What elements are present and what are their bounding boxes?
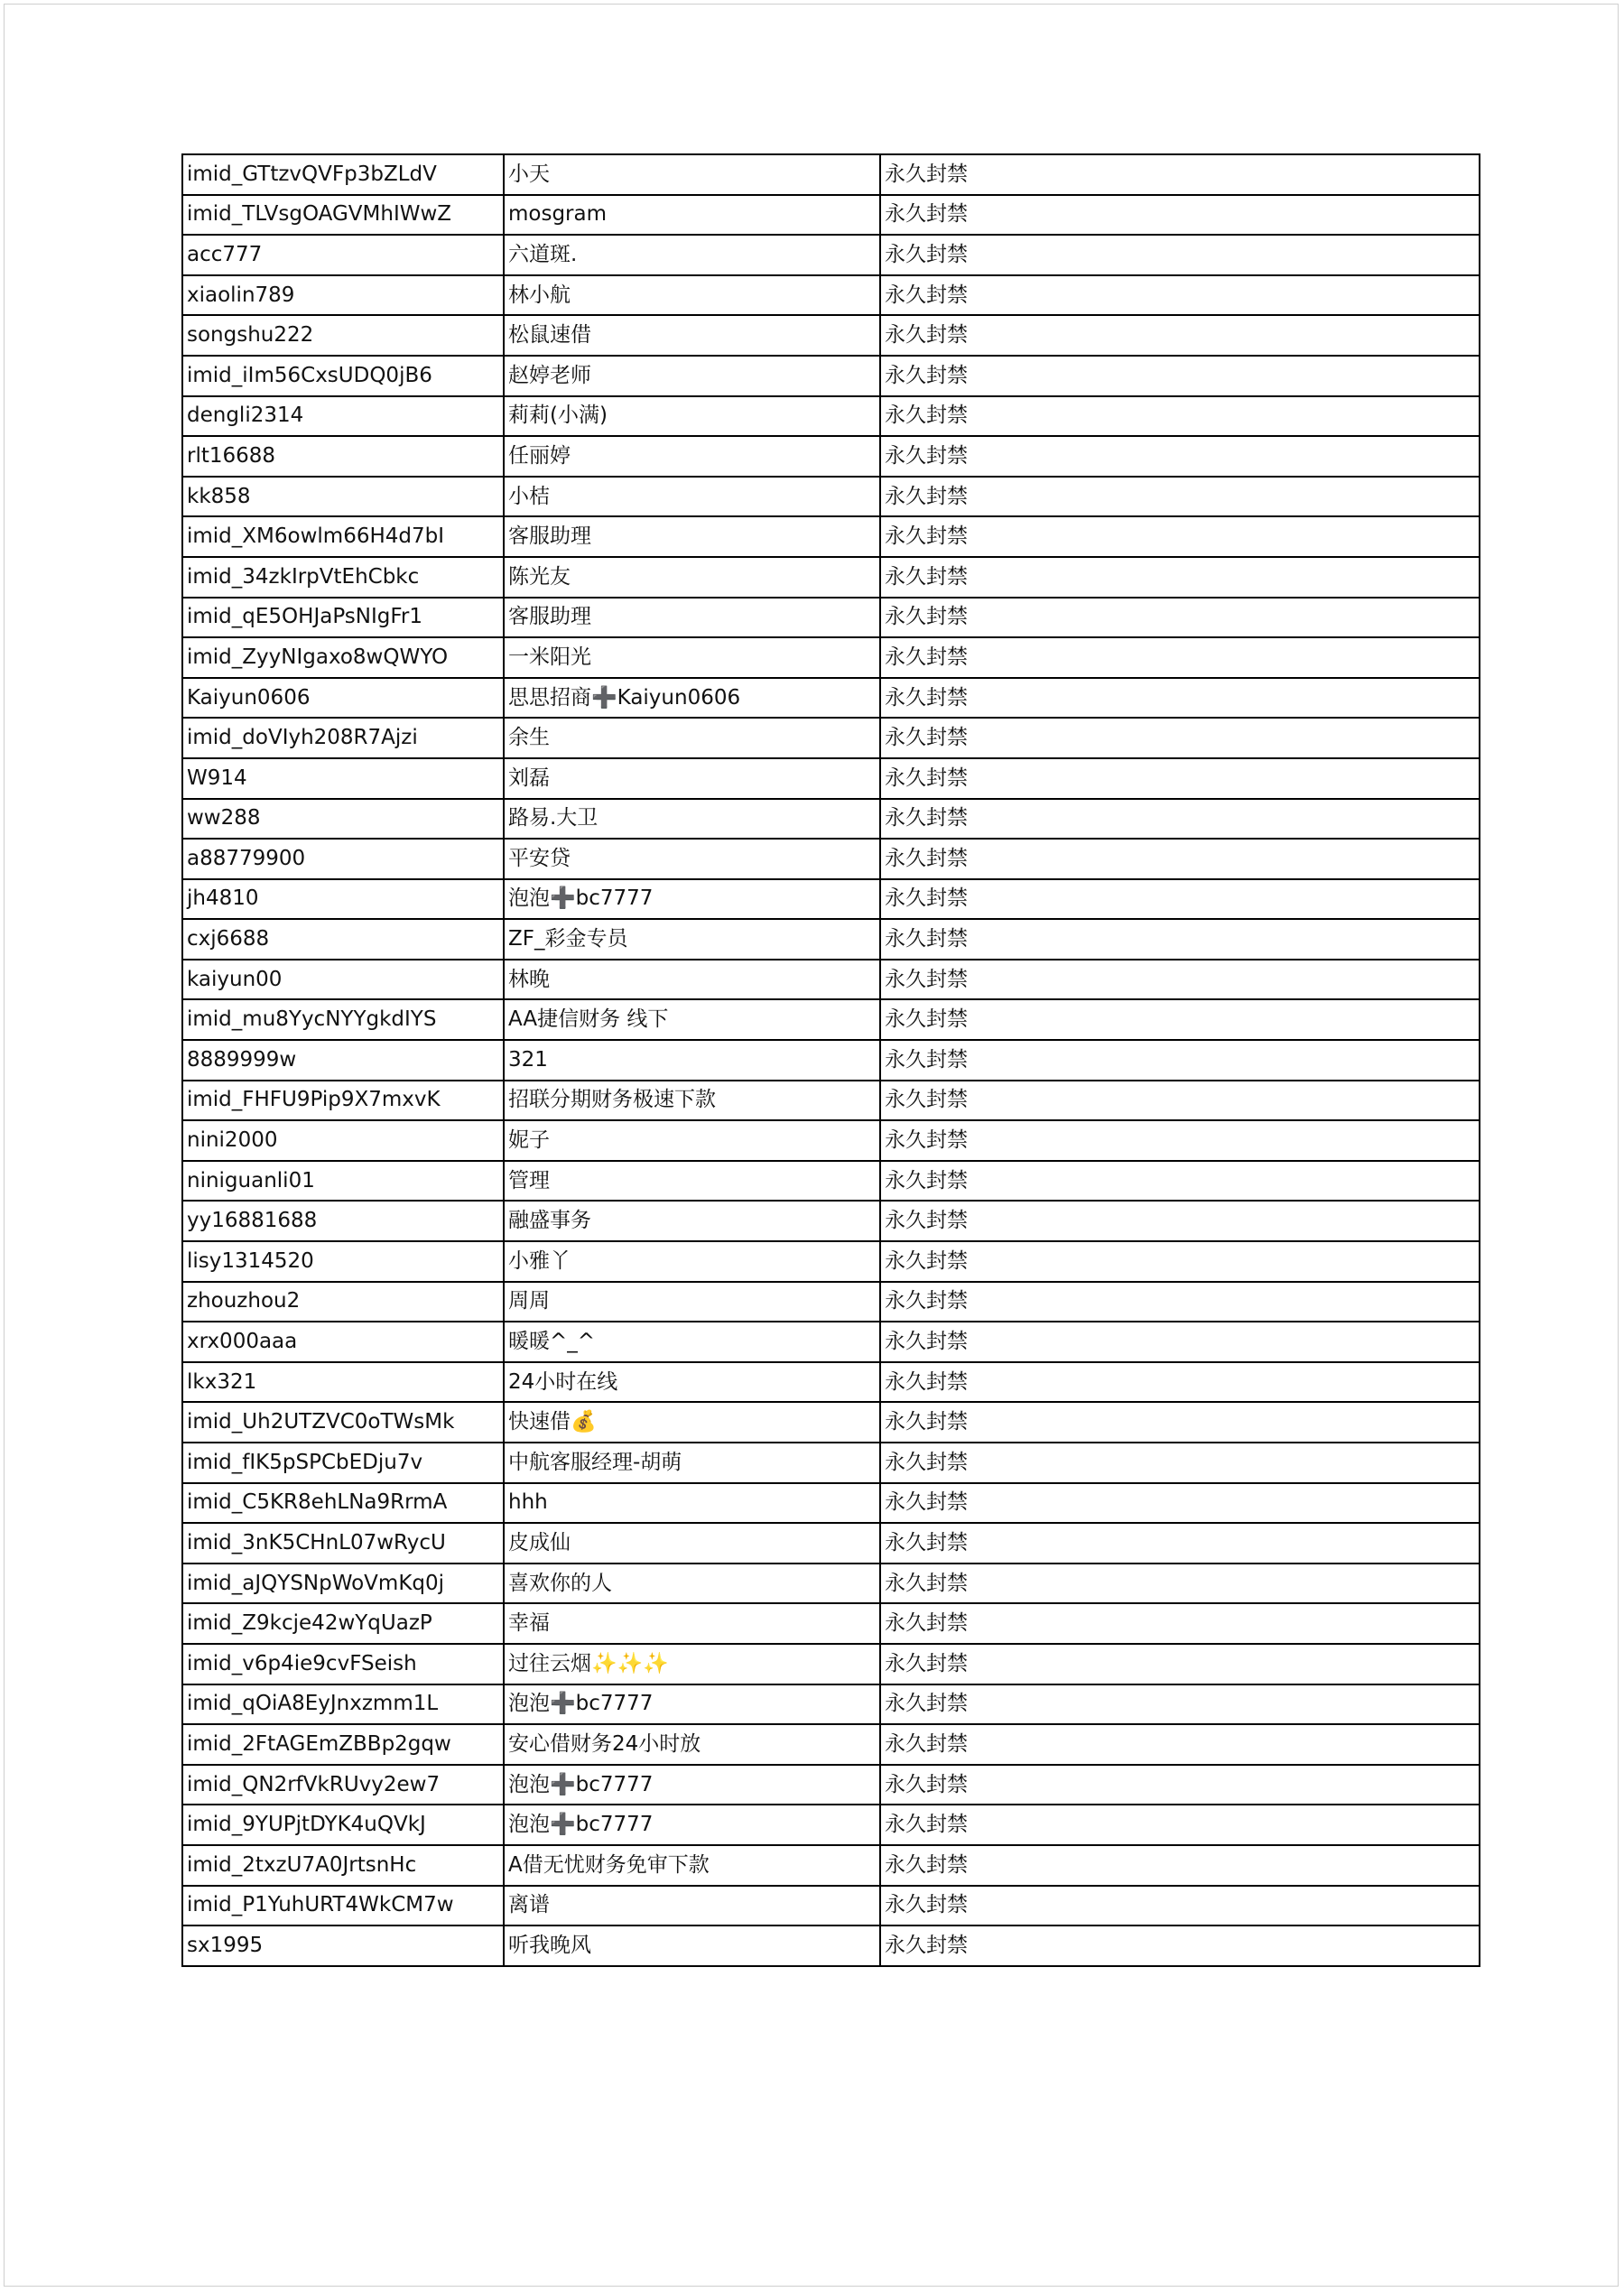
nickname-cell: 赵婷老师: [504, 356, 880, 396]
table-row: [182, 396, 1480, 437]
nickname-cell: 听我晚风: [504, 1925, 880, 1966]
ban-status-cell: 永久封禁: [880, 1081, 1480, 1121]
nickname-cell: 过往云烟✨✨✨: [504, 1644, 880, 1684]
nickname-cell: 一米阳光: [504, 637, 880, 678]
nickname-cell: 松鼠速借: [504, 315, 880, 356]
account-id-cell: imid_qOiA8EyJnxzmm1L: [182, 1684, 504, 1725]
ban-status-cell: 永久封禁: [880, 839, 1480, 879]
account-id-cell: imid_XM6owlm66H4d7bI: [182, 516, 504, 557]
account-id-cell: jh4810: [182, 879, 504, 920]
ban-status-cell: 永久封禁: [880, 154, 1480, 195]
nickname-cell: 刘磊: [504, 758, 880, 799]
nickname-cell: 管理: [504, 1161, 880, 1202]
nickname-cell: 小天: [504, 154, 880, 195]
ban-status-cell: 永久封禁: [880, 356, 1480, 396]
account-id-cell: nini2000: [182, 1120, 504, 1161]
nickname-cell: 泡泡➕bc7777: [504, 879, 880, 920]
account-id-cell: yy16881688: [182, 1201, 504, 1241]
nickname-cell: 思思招商➕Kaiyun0606: [504, 678, 880, 719]
ban-status-cell: 永久封禁: [880, 799, 1480, 840]
nickname-cell: 321: [504, 1040, 880, 1081]
ban-status-cell: 永久封禁: [880, 1724, 1480, 1765]
account-id-cell: xrx000aaa: [182, 1322, 504, 1362]
nickname-cell: 幸福: [504, 1603, 880, 1644]
table-row: [182, 235, 1480, 275]
nickname-cell: 中航客服经理-胡萌: [504, 1443, 880, 1483]
ban-status-cell: 永久封禁: [880, 557, 1480, 598]
table-row: [182, 1845, 1480, 1886]
nickname-cell: mosgram: [504, 195, 880, 236]
table-row: [182, 839, 1480, 879]
account-id-cell: imid_P1YuhURT4WkCM7w: [182, 1886, 504, 1926]
nickname-cell: 六道斑.: [504, 235, 880, 275]
ban-status-cell: 永久封禁: [880, 1161, 1480, 1202]
account-id-cell: imid_mu8YycNYYgkdIYS: [182, 999, 504, 1040]
account-id-cell: imid_Z9kcje42wYqUazP: [182, 1603, 504, 1644]
table-row: [182, 1603, 1480, 1644]
ban-status-cell: 永久封禁: [880, 1765, 1480, 1805]
table-row: [182, 1805, 1480, 1845]
nickname-cell: ZF_彩金专员: [504, 919, 880, 960]
account-id-cell: imid_ZyyNIgaxo8wQWYO: [182, 637, 504, 678]
table-row: [182, 960, 1480, 1000]
table-row: [182, 718, 1480, 758]
account-id-cell: imid_34zkIrpVtEhCbkc: [182, 557, 504, 598]
table-row: [182, 637, 1480, 678]
account-id-cell: imid_iIm56CxsUDQ0jB6: [182, 356, 504, 396]
table-row: [182, 1362, 1480, 1403]
account-id-cell: imid_doVIyh208R7Ajzi: [182, 718, 504, 758]
nickname-cell: 小雅丫: [504, 1241, 880, 1282]
table-row: [182, 1241, 1480, 1282]
account-id-cell: xiaolin789: [182, 275, 504, 316]
table-row: [182, 1724, 1480, 1765]
account-id-cell: imid_GTtzvQVFp3bZLdV: [182, 154, 504, 195]
account-id-cell: rlt16688: [182, 436, 504, 477]
table-row: [182, 758, 1480, 799]
nickname-cell: A借无忧财务免审下款: [504, 1845, 880, 1886]
nickname-cell: 林晚: [504, 960, 880, 1000]
ban-status-cell: 永久封禁: [880, 315, 1480, 356]
table-row: [182, 1322, 1480, 1362]
ban-status-cell: 永久封禁: [880, 1523, 1480, 1564]
nickname-cell: hhh: [504, 1483, 880, 1524]
table-row: [182, 557, 1480, 598]
account-id-cell: imid_C5KR8ehLNa9RrmA: [182, 1483, 504, 1524]
table-row: [182, 477, 1480, 517]
table-row: [182, 436, 1480, 477]
table-row: [182, 195, 1480, 236]
ban-status-cell: 永久封禁: [880, 436, 1480, 477]
table-row: [182, 1040, 1480, 1081]
ban-status-cell: 永久封禁: [880, 678, 1480, 719]
nickname-cell: 平安贷: [504, 839, 880, 879]
nickname-cell: 快速借💰: [504, 1402, 880, 1443]
ban-status-cell: 永久封禁: [880, 1925, 1480, 1966]
table-row: [182, 356, 1480, 396]
ban-status-cell: 永久封禁: [880, 396, 1480, 437]
ban-status-cell: 永久封禁: [880, 1483, 1480, 1524]
account-id-cell: imid_3nK5CHnL07wRycU: [182, 1523, 504, 1564]
account-id-cell: imid_2FtAGEmZBBp2gqw: [182, 1724, 504, 1765]
table-row: [182, 1523, 1480, 1564]
ban-status-cell: 永久封禁: [880, 1120, 1480, 1161]
nickname-cell: 离谱: [504, 1886, 880, 1926]
table-row: [182, 1201, 1480, 1241]
nickname-cell: 喜欢你的人: [504, 1564, 880, 1604]
account-id-cell: imid_QN2rfVkRUvy2ew7: [182, 1765, 504, 1805]
account-id-cell: ww288: [182, 799, 504, 840]
table-row: [182, 1282, 1480, 1322]
ban-status-cell: 永久封禁: [880, 1564, 1480, 1604]
table-row: [182, 1443, 1480, 1483]
ban-status-cell: 永久封禁: [880, 1684, 1480, 1725]
ban-list-table: [181, 153, 1480, 1967]
table-row: [182, 1161, 1480, 1202]
ban-status-cell: 永久封禁: [880, 516, 1480, 557]
account-id-cell: imid_FHFU9Pip9X7mxvK: [182, 1081, 504, 1121]
nickname-cell: 陈光友: [504, 557, 880, 598]
ban-status-cell: 永久封禁: [880, 598, 1480, 638]
account-id-cell: sx1995: [182, 1925, 504, 1966]
table-row: [182, 678, 1480, 719]
account-id-cell: lkx321: [182, 1362, 504, 1403]
table-row: [182, 799, 1480, 840]
ban-status-cell: 永久封禁: [880, 1322, 1480, 1362]
ban-status-cell: 永久封禁: [880, 1603, 1480, 1644]
nickname-cell: 暖暖^_^: [504, 1322, 880, 1362]
nickname-cell: 招联分期财务极速下款: [504, 1081, 880, 1121]
account-id-cell: zhouzhou2: [182, 1282, 504, 1322]
ban-status-cell: 永久封禁: [880, 1644, 1480, 1684]
account-id-cell: imid_v6p4ie9cvFSeish: [182, 1644, 504, 1684]
ban-status-cell: 永久封禁: [880, 1201, 1480, 1241]
ban-status-cell: 永久封禁: [880, 999, 1480, 1040]
table-row: [182, 1765, 1480, 1805]
account-id-cell: kaiyun00: [182, 960, 504, 1000]
account-id-cell: imid_2txzU7A0JrtsnHc: [182, 1845, 504, 1886]
ban-status-cell: 永久封禁: [880, 1282, 1480, 1322]
nickname-cell: 余生: [504, 718, 880, 758]
account-id-cell: kk858: [182, 477, 504, 517]
ban-status-cell: 永久封禁: [880, 1805, 1480, 1845]
ban-status-cell: 永久封禁: [880, 477, 1480, 517]
table-row: [182, 598, 1480, 638]
account-id-cell: W914: [182, 758, 504, 799]
table-row: [182, 1402, 1480, 1443]
ban-status-cell: 永久封禁: [880, 1241, 1480, 1282]
ban-status-cell: 永久封禁: [880, 637, 1480, 678]
ban-status-cell: 永久封禁: [880, 195, 1480, 236]
account-id-cell: imid_fIK5pSPCbEDju7v: [182, 1443, 504, 1483]
ban-status-cell: 永久封禁: [880, 1443, 1480, 1483]
account-id-cell: imid_Uh2UTZVC0oTWsMk: [182, 1402, 504, 1443]
ban-status-cell: 永久封禁: [880, 1886, 1480, 1926]
nickname-cell: 安心借财务24小时放: [504, 1724, 880, 1765]
account-id-cell: imid_TLVsgOAGVMhIWwZ: [182, 195, 504, 236]
account-id-cell: imid_9YUPjtDYK4uQVkJ: [182, 1805, 504, 1845]
nickname-cell: 客服助理: [504, 598, 880, 638]
ban-status-cell: 永久封禁: [880, 1402, 1480, 1443]
table-row: [182, 1564, 1480, 1604]
ban-status-cell: 永久封禁: [880, 758, 1480, 799]
table-row: [182, 999, 1480, 1040]
ban-list-body: [182, 154, 1480, 1966]
nickname-cell: AA捷信财务 线下: [504, 999, 880, 1040]
ban-status-cell: 永久封禁: [880, 1845, 1480, 1886]
account-id-cell: 8889999w: [182, 1040, 504, 1081]
table-row: [182, 275, 1480, 316]
nickname-cell: 泡泡➕bc7777: [504, 1684, 880, 1725]
table-row: [182, 1684, 1480, 1725]
table-row: [182, 516, 1480, 557]
table-row: [182, 315, 1480, 356]
table-row: [182, 1081, 1480, 1121]
table-row: [182, 1644, 1480, 1684]
nickname-cell: 泡泡➕bc7777: [504, 1765, 880, 1805]
ban-status-cell: 永久封禁: [880, 235, 1480, 275]
nickname-cell: 融盛事务: [504, 1201, 880, 1241]
table-row: [182, 1483, 1480, 1524]
nickname-cell: 周周: [504, 1282, 880, 1322]
nickname-cell: 泡泡➕bc7777: [504, 1805, 880, 1845]
ban-status-cell: 永久封禁: [880, 718, 1480, 758]
ban-status-cell: 永久封禁: [880, 275, 1480, 316]
ban-status-cell: 永久封禁: [880, 879, 1480, 920]
account-id-cell: a88779900: [182, 839, 504, 879]
account-id-cell: Kaiyun0606: [182, 678, 504, 719]
account-id-cell: acc777: [182, 235, 504, 275]
table-row: [182, 154, 1480, 195]
account-id-cell: niniguanli01: [182, 1161, 504, 1202]
table-row: [182, 1120, 1480, 1161]
nickname-cell: 莉莉(小满): [504, 396, 880, 437]
table-row: [182, 1886, 1480, 1926]
nickname-cell: 任丽婷: [504, 436, 880, 477]
table-row: [182, 919, 1480, 960]
account-id-cell: cxj6688: [182, 919, 504, 960]
nickname-cell: 小桔: [504, 477, 880, 517]
ban-status-cell: 永久封禁: [880, 960, 1480, 1000]
account-id-cell: lisy1314520: [182, 1241, 504, 1282]
ban-status-cell: 永久封禁: [880, 1362, 1480, 1403]
nickname-cell: 皮成仙: [504, 1523, 880, 1564]
nickname-cell: 林小航: [504, 275, 880, 316]
account-id-cell: imid_qE5OHJaPsNIgFr1: [182, 598, 504, 638]
nickname-cell: 客服助理: [504, 516, 880, 557]
account-id-cell: dengli2314: [182, 396, 504, 437]
nickname-cell: 妮子: [504, 1120, 880, 1161]
ban-status-cell: 永久封禁: [880, 1040, 1480, 1081]
account-id-cell: songshu222: [182, 315, 504, 356]
table-row: [182, 879, 1480, 920]
nickname-cell: 路易.大卫: [504, 799, 880, 840]
ban-status-cell: 永久封禁: [880, 919, 1480, 960]
account-id-cell: imid_aJQYSNpWoVmKq0j: [182, 1564, 504, 1604]
table-row: [182, 1925, 1480, 1966]
nickname-cell: 24小时在线: [504, 1362, 880, 1403]
